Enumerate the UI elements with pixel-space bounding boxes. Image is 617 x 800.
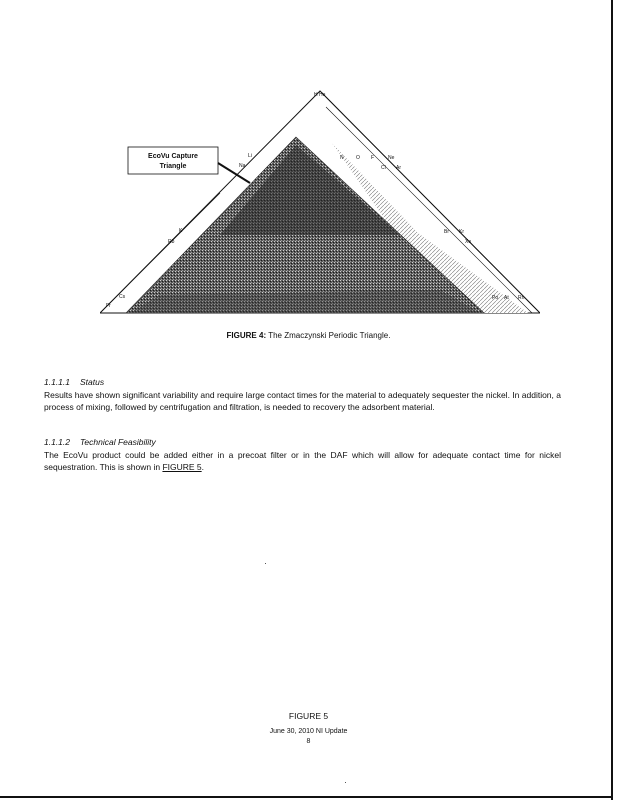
element-fr: Fr: [106, 303, 111, 309]
element-ar: Ar: [396, 165, 401, 171]
status-heading: [44, 377, 104, 387]
feasibility-heading-number: 1.1.1.2: [44, 437, 70, 447]
element-o: O: [356, 155, 360, 161]
element-po: Po: [492, 295, 499, 301]
element-h-he: H He: [314, 92, 326, 98]
element-cs: Cs: [119, 294, 126, 300]
element-rb: Rb: [168, 239, 175, 245]
feasibility-text: The EcoVu product could be added either in a precoat filter or in the DAF which will allow for adequate contact time for nickel sequestration. This is shown in: [44, 450, 561, 472]
figure4-caption-text: The Zmaczynski Periodic Triangle.: [266, 331, 391, 340]
callout-line-2: Triangle: [159, 163, 187, 170]
element-at: At: [504, 295, 509, 301]
element-f: F: [371, 155, 375, 161]
element-cl: Cl: [381, 165, 386, 171]
element-ne: Ne: [388, 155, 395, 161]
feasibility-paragraph: [44, 450, 561, 473]
element-xe: Xe: [465, 239, 472, 245]
callout-line-1: EcoVu Capture: [148, 153, 198, 160]
element-rn: Rn: [518, 295, 525, 301]
figure4-caption-label: FIGURE 4:: [226, 331, 267, 340]
element-br: Br: [444, 229, 449, 235]
figure5-label: FIGURE 5: [288, 711, 329, 721]
element-li: Li: [248, 153, 252, 159]
element-kr: Kr: [459, 229, 464, 235]
scan-border-bottom: [0, 796, 613, 798]
element-n: N: [340, 155, 344, 161]
footer-page-number: 8: [306, 738, 311, 745]
scan-border-right: [611, 0, 613, 800]
figure5-link[interactable]: FIGURE 5: [162, 461, 202, 472]
feasibility-heading: [44, 437, 156, 447]
status-paragraph: Results have shown significant variability and require large contact times for the material to adequately sequester the nickel. In addition, a process of mixing, followed by centrifugation and filtration, is needed to recovery the adsorbent material.: [44, 390, 561, 412]
element-na: Na: [239, 163, 246, 169]
periodic-triangle-svg: [100, 85, 540, 325]
status-heading-title: Status: [80, 377, 105, 387]
feasibility-text-end: .: [201, 461, 205, 472]
scan-speck: [345, 782, 346, 783]
scan-speck: [265, 563, 266, 564]
feasibility-heading-title: Technical Feasibility: [80, 437, 156, 447]
status-heading-number: 1.1.1.1: [44, 377, 70, 387]
periodic-triangle-figure: [100, 85, 540, 325]
footer-date: June 30, 2010 NI Update: [269, 728, 348, 735]
figure4-caption: [0, 331, 617, 340]
element-k: K: [179, 228, 183, 234]
